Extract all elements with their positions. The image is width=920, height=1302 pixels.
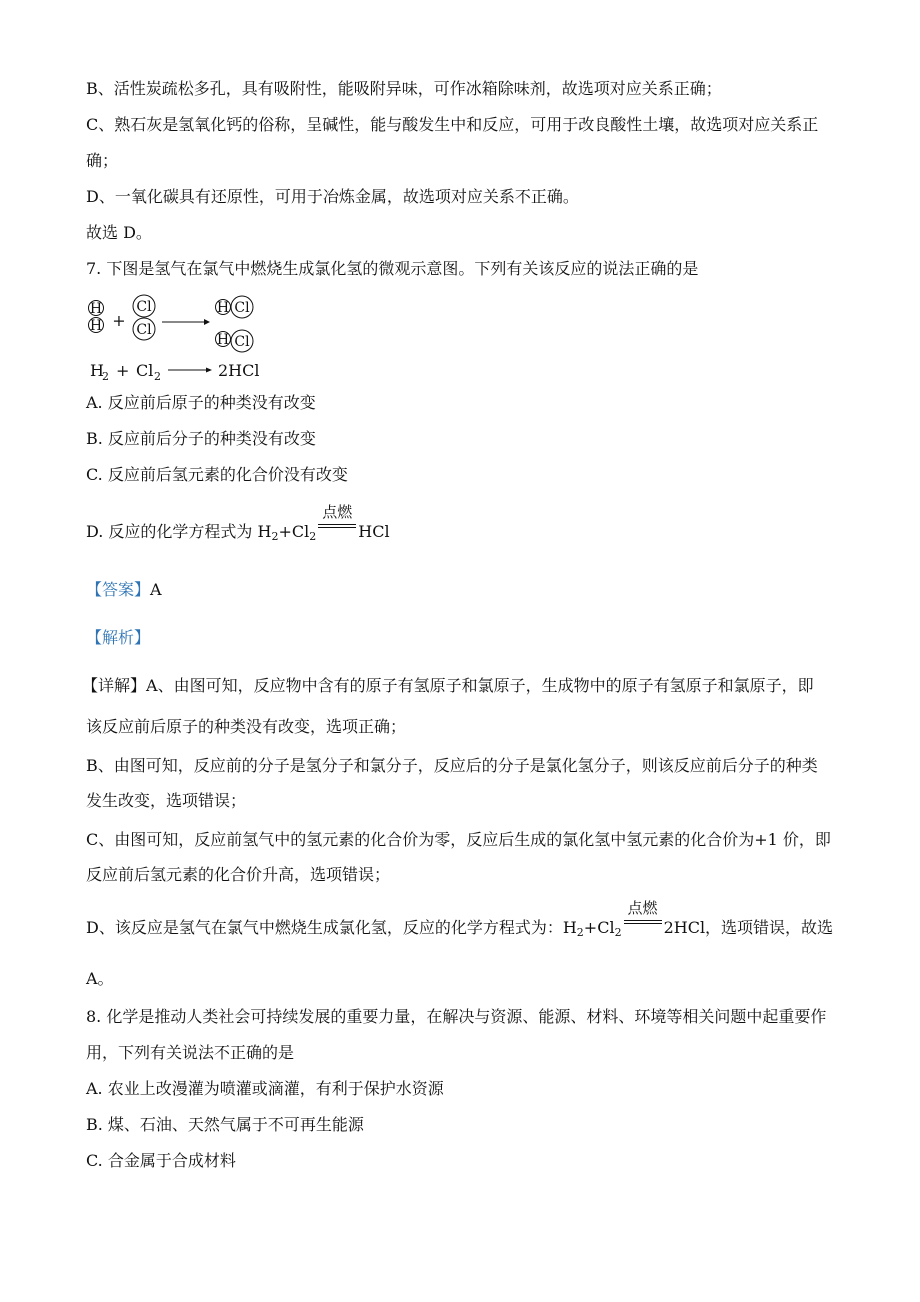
atom-cl-label: Cl (234, 334, 250, 350)
option-d-prefix: D. 反应的化学方程式为 H (86, 522, 272, 541)
atom-h-label: H (216, 332, 230, 348)
option-d-sub: 2 (309, 530, 317, 543)
atom-cl-label: Cl (136, 299, 152, 315)
atom-cl-label: Cl (136, 322, 152, 338)
ignite-equals-sign (624, 899, 662, 937)
reaction-equation (90, 361, 260, 383)
eq-cl2-sub: 2 (154, 370, 161, 383)
detail-a-line-2: 该反应前后原子的种类没有改变，选项正确； (86, 717, 407, 736)
option-d-product: HCl (358, 522, 390, 541)
question-8-stem-2: 用，下列有关说法不正确的是 (86, 1043, 295, 1062)
detail-d-sub: 2 (576, 926, 584, 939)
conclusion-line: 故选 D。 (86, 223, 152, 242)
detail-b-line-2: 发生改变，选项错误； (86, 791, 247, 810)
detail-d-prefix: D、该反应是氢气在氯气中燃烧生成氯化氢，反应的化学方程式为：H (86, 918, 577, 937)
detail-d-line-2: A。 (86, 969, 114, 988)
detail-b-line-1: B、由图可知，反应前的分子是氢分子和氯分子，反应后的分子是氯化氢分子，则该反应前后分子的种类 (86, 756, 818, 775)
detail-c-line-2: 反应前后氢元素的化合价升高，选项错误； (86, 865, 391, 884)
option-c: C. 反应前后氢元素的化合价没有改变 (86, 465, 348, 484)
option-a: A. 反应前后原子的种类没有改变 (86, 393, 316, 412)
atom-h-label: H (89, 318, 103, 334)
detail-a-line-1 (82, 676, 814, 696)
answer-tag: 【答案】 (86, 580, 151, 599)
answer-line (86, 580, 162, 600)
reaction-micro-diagram (82, 292, 282, 384)
q8-option-b: B. 煤、石油、天然气属于不可再生能源 (86, 1115, 364, 1134)
detail-d-mid: +Cl (583, 918, 615, 937)
hcl-molecule (216, 330, 254, 352)
ignite-condition: 点燃 (322, 503, 353, 521)
hcl-molecule (216, 296, 254, 318)
eq-product: 2HCl (218, 361, 260, 380)
option-d-sub: 2 (271, 530, 279, 543)
detail-tag: 【详解】 (82, 676, 147, 695)
explanation-c-line-2: 确； (86, 151, 119, 170)
q8-option-a: A. 农业上改漫灌为喷灌或滴灌，有利于保护水资源 (86, 1079, 444, 1098)
eq-h2: H (90, 361, 104, 380)
option-b: B. 反应前后分子的种类没有改变 (86, 429, 316, 448)
detail-d-suffix: 2HCl，选项错误，故选 (663, 918, 834, 937)
ignite-equals-sign (318, 503, 356, 541)
cl2-molecule (133, 295, 155, 340)
reaction-arrow (162, 319, 210, 325)
question-7-stem: 7. 下图是氢气在氯气中燃烧生成氯化氢的微观示意图。下列有关该反应的说法正确的是 (86, 259, 699, 278)
ignite-condition: 点燃 (627, 899, 658, 917)
eq-h2-sub: 2 (102, 370, 109, 383)
atom-h-label: H (89, 301, 103, 317)
detail-d-sub: 2 (614, 926, 622, 939)
question-8-stem-1: 8. 化学是推动人类社会可持续发展的重要力量，在解决与资源、能源、材料、环境等相关问题中起重要作 (86, 1007, 827, 1026)
atom-h-label: H (216, 300, 230, 316)
analysis-tag: 【解析】 (86, 628, 151, 647)
atom-cl-label: Cl (234, 300, 250, 316)
eq-plus: + (116, 361, 130, 380)
plus-sign: + (112, 311, 126, 330)
explanation-c-line-1: C、熟石灰是氢氧化钙的俗称，呈碱性，能与酸发生中和反应，可用于改良酸性土壤，故选项对应关系正 (86, 115, 819, 134)
detail-d-line-1 (86, 899, 834, 939)
explanation-b-line: B、活性炭疏松多孔，具有吸附性，能吸附异味，可作冰箱除味剂，故选项对应关系正确； (86, 79, 722, 98)
detail-c-line-1: C、由图可知，反应前氢气中的氢元素的化合价为零，反应后生成的氯化氢中氢元素的化合价为+1 价，即 (86, 830, 831, 849)
eq-cl2: Cl (136, 361, 154, 380)
option-d (86, 503, 390, 543)
explanation-d-line: D、一氧化碳具有还原性，可用于冶炼金属，故选项对应关系不正确。 (86, 187, 579, 206)
q8-option-c: C. 合金属于合成材料 (86, 1151, 236, 1170)
h2-molecule (89, 301, 104, 335)
answer-value: A (150, 580, 162, 599)
detail-a-text: A、由图可知，反应物中含有的原子有氢原子和氯原子，生成物中的原子有氢原子和氯原子，即 (146, 676, 814, 695)
option-d-mid: +Cl (278, 522, 310, 541)
